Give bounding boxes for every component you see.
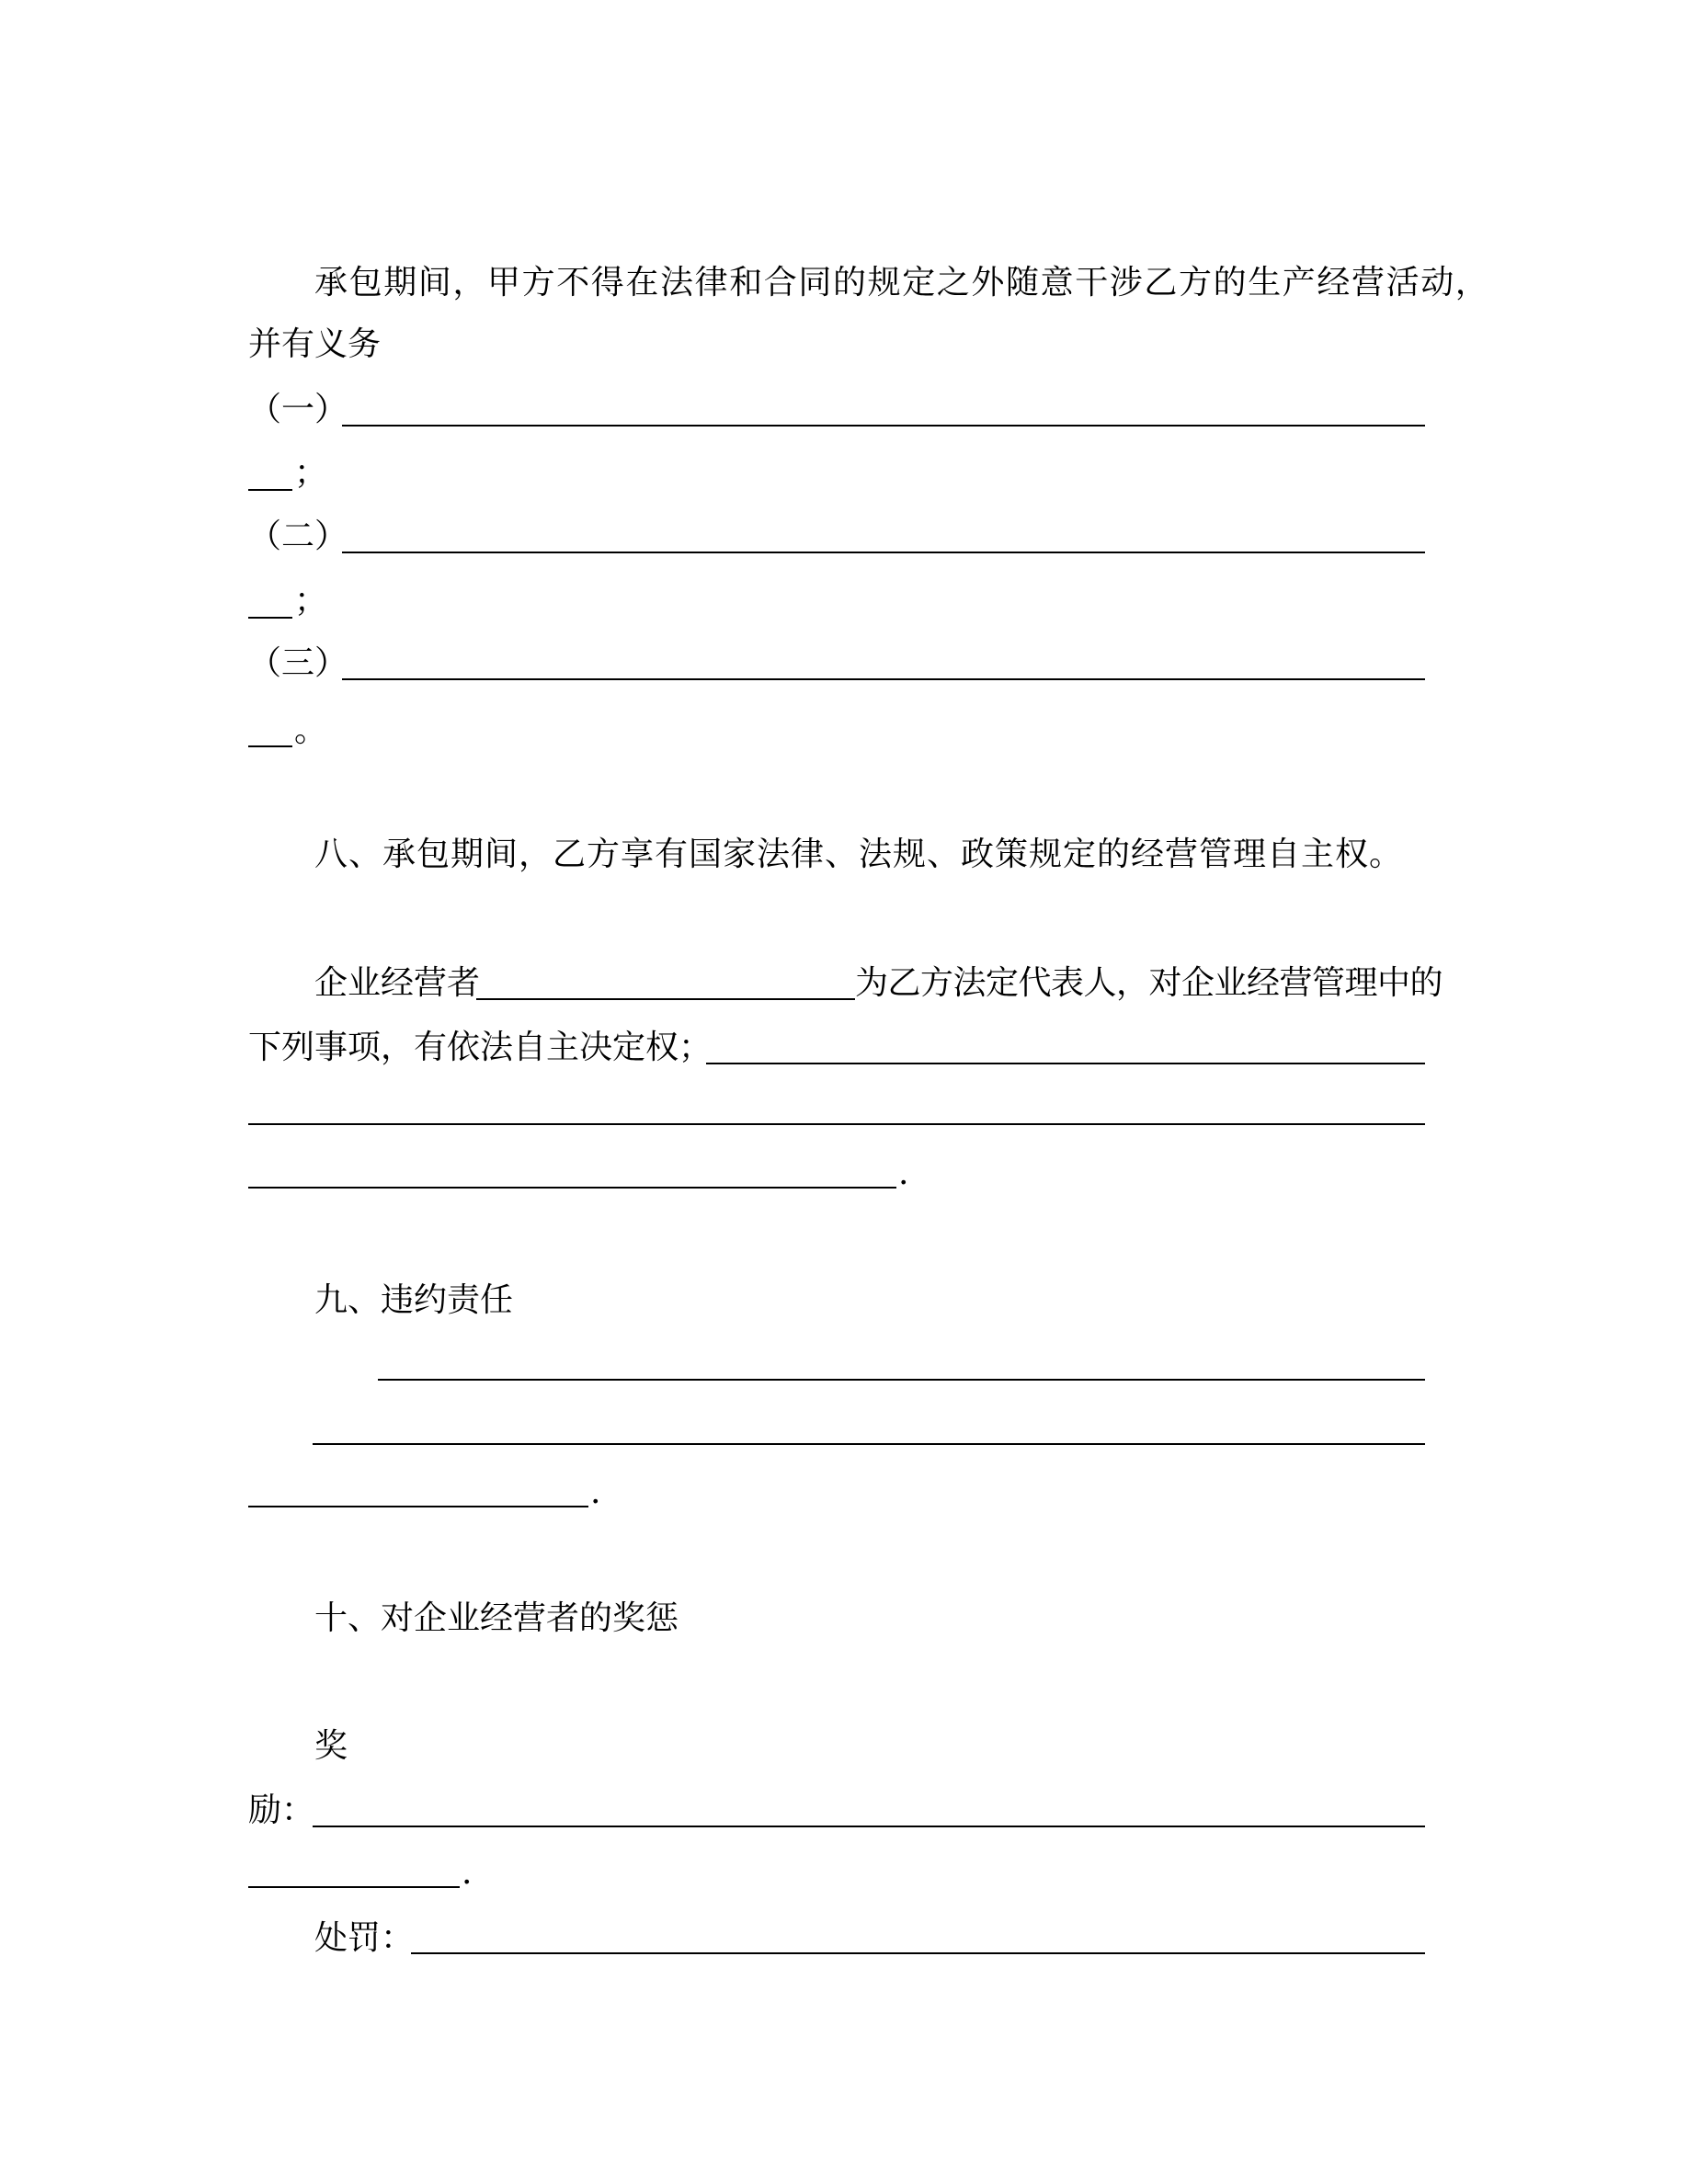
- item-2-blank[interactable]: [342, 552, 1425, 553]
- item-3-label: （三）: [248, 644, 348, 682]
- section8-line2: 下列事项，有依法自主决定权；: [248, 1029, 713, 1066]
- item-1-blank-cont[interactable]: [248, 489, 292, 491]
- section10-heading: 十、对企业经营者的奖惩: [314, 1599, 679, 1637]
- item-3-blank-cont[interactable]: [248, 745, 292, 747]
- section7-paragraph-cont: 并有义务: [248, 325, 382, 363]
- penalty-label: 处罚：: [314, 1919, 415, 1957]
- item-3-end: 。: [294, 711, 328, 749]
- section7-paragraph: 承包期间，甲方不得在法律和合同的规定之外随意干涉乙方的生产经营活动，: [314, 264, 1490, 301]
- item-3-blank[interactable]: [342, 678, 1425, 680]
- section9-end: .: [590, 1473, 601, 1511]
- operator-after: 为乙方法定代表人，对企业经营管理中的: [855, 964, 1443, 1002]
- reward-label-2: 励：: [248, 1792, 315, 1829]
- rights-blank-1[interactable]: [706, 1063, 1425, 1064]
- item-1-end: ；: [294, 454, 328, 492]
- section8-end: .: [898, 1155, 909, 1192]
- rights-blank-3[interactable]: [248, 1187, 896, 1189]
- rights-blank-2[interactable]: [248, 1123, 1425, 1125]
- liability-blank-1[interactable]: [378, 1379, 1425, 1381]
- item-1-blank[interactable]: [342, 425, 1425, 427]
- item-1-label: （一）: [248, 391, 348, 428]
- liability-blank-3[interactable]: [248, 1506, 588, 1507]
- operator-label: 企业经营者: [314, 964, 481, 1002]
- reward-blank-2[interactable]: [248, 1886, 460, 1888]
- item-2-end: ；: [294, 582, 328, 620]
- item-2-blank-cont[interactable]: [248, 617, 292, 619]
- section9-heading: 九、违约责任: [314, 1281, 514, 1319]
- penalty-blank[interactable]: [411, 1952, 1425, 1954]
- item-2-label: （二）: [248, 518, 348, 555]
- section8-heading: 八、承包期间，乙方享有国家法律、法规、政策规定的经营管理自主权。: [314, 836, 1404, 873]
- operator-blank[interactable]: [476, 998, 855, 1000]
- liability-blank-2[interactable]: [313, 1443, 1425, 1445]
- reward-end: .: [462, 1854, 473, 1892]
- reward-blank-1[interactable]: [313, 1826, 1425, 1827]
- reward-label-1: 奖: [314, 1727, 348, 1765]
